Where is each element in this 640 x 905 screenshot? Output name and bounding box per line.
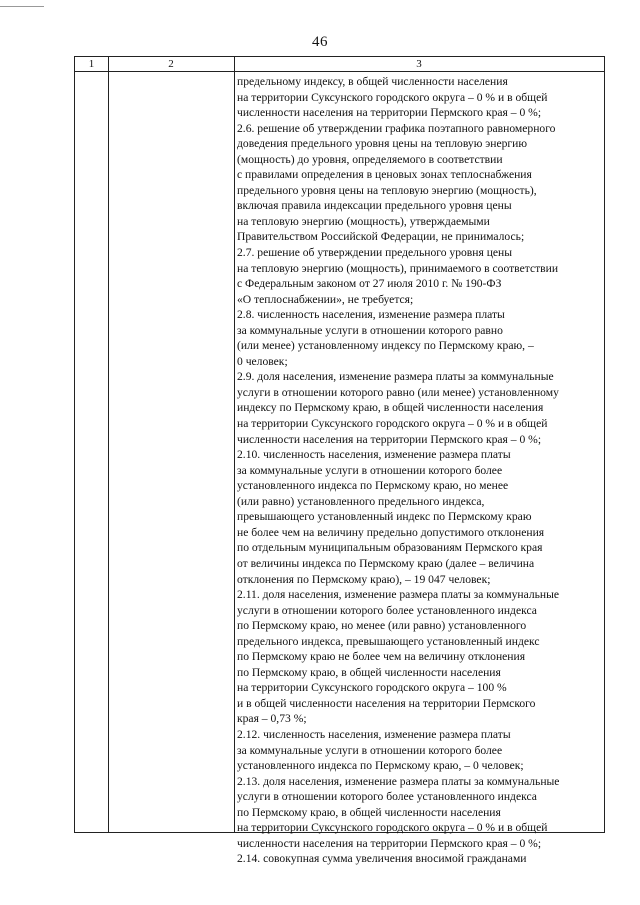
text-line: (мощность) до уровня, определяемого в соответствии [237, 152, 503, 166]
text-line: по Пермскому краю, но менее (или равно) установленного [237, 619, 527, 633]
text-line: превышающего установленный индекс по Пермскому краю [237, 510, 532, 524]
text-line: численности населения на территории Пермского края – 0 %; [237, 836, 542, 850]
text-line: индексу по Пермскому краю, в общей численности населения [237, 401, 544, 415]
text-line: численности населения на территории Пермского края – 0 %; [237, 432, 542, 446]
text-line: 2.14. совокупная сумма увеличения вносимой гражданами [237, 852, 527, 866]
column-3-text [237, 74, 603, 867]
text-line: 2.8. численность населения, изменение размера платы [237, 308, 505, 322]
text-line: отклонения по Пермскому краю), – 19 047 человек; [237, 572, 491, 586]
text-line: установленного индекса по Пермскому краю, – 0 человек; [237, 759, 524, 773]
text-line: на тепловую энергию (мощность), утверждаемыми [237, 214, 490, 228]
column-header-1: 1 [88, 58, 95, 70]
text-line: на территории Суксунского городского округа – 100 % [237, 681, 507, 695]
text-line: с Федеральным законом от 27 июля 2010 г. № 190-ФЗ [237, 277, 502, 291]
page-number: 46 [312, 34, 328, 50]
text-line: услуги в отношении которого более установленного индекса [237, 790, 537, 804]
text-line: предельного индекса, превышающего установленный индекс [237, 634, 540, 648]
text-line: не более чем на величину предельно допустимого отклонения [237, 525, 545, 539]
text-line: за коммунальные услуги в отношении которого более [237, 743, 503, 757]
text-line: края – 0,73 %; [237, 712, 307, 726]
text-line: и в общей численности населения на территории Пермского [237, 696, 536, 710]
text-line: (или менее) установленному индексу по Пермскому краю, – [237, 339, 534, 353]
column-header-2: 2 [168, 58, 174, 70]
text-line: 2.13. доля населения, изменение размера платы за коммунальные [237, 774, 560, 788]
text-line: по Пермскому краю, в общей численности населения [237, 665, 501, 679]
text-line: 2.12. численность населения, изменение размера платы [237, 727, 511, 741]
text-line: на территории Суксунского городского округа – 0 % и в общей [237, 90, 548, 104]
text-line: доведения предельного уровня цены на тепловую энергию [237, 137, 528, 151]
text-line: на территории Суксунского городского округа – 0 % и в общей [237, 821, 548, 835]
text-line: на тепловую энергию (мощность), принимаемого в соответствии [237, 261, 559, 275]
text-line: по Пермскому краю, в общей численности населения [237, 805, 501, 819]
text-line: с правилами определения в ценовых зонах теплоснабжения [237, 168, 532, 182]
text-line: услуги в отношении которого более установленного индекса [237, 603, 537, 617]
text-line: предельного уровня цены на тепловую энергию (мощность), [237, 183, 537, 197]
text-line: установленного индекса по Пермскому краю, но менее [237, 479, 509, 493]
document-table [74, 56, 605, 866]
column-header-3: 3 [416, 58, 422, 70]
text-line: 0 человек; [237, 354, 288, 368]
text-line: 2.10. численность населения, изменение размера платы [237, 448, 511, 462]
text-line: услуги в отношении которого равно (или менее) установленному [237, 385, 559, 399]
top-margin-rule [0, 6, 44, 7]
text-line: за коммунальные услуги в отношении которого более [237, 463, 503, 477]
text-line: 2.11. доля населения, изменение размера платы за коммунальные [237, 588, 560, 602]
text-line: на территории Суксунского городского округа – 0 % и в общей [237, 417, 548, 431]
text-line: численности населения на территории Пермского края – 0 %; [237, 106, 542, 120]
text-line: за коммунальные услуги в отношении которого равно [237, 323, 503, 337]
text-line: предельному индексу, в общей численности населения [237, 75, 508, 88]
text-line: по Пермскому краю не более чем на величину отклонения [237, 650, 526, 664]
text-line: (или равно) установленного предельного индекса, [237, 494, 485, 508]
text-line: 2.9. доля населения, изменение размера платы за коммунальные [237, 370, 554, 384]
text-line: «О теплоснабжении», не требуется; [237, 292, 414, 306]
text-line: по отдельным муниципальным образованиям Пермского края [237, 541, 543, 555]
text-line: 2.6. решение об утверждении графика поэтапного равномерного [237, 121, 556, 135]
text-line: от величины индекса по Пермскому краю (далее – величина [237, 556, 535, 570]
column-divider-1 [108, 57, 109, 832]
text-line: включая правила индексации предельного уровня цены [237, 199, 512, 213]
text-line: Правительством Российской Федерации, не принималось; [237, 230, 525, 244]
column-divider-2 [234, 57, 235, 832]
table-header-row [75, 57, 604, 72]
text-line: 2.7. решение об утверждении предельного уровня цены [237, 246, 513, 260]
